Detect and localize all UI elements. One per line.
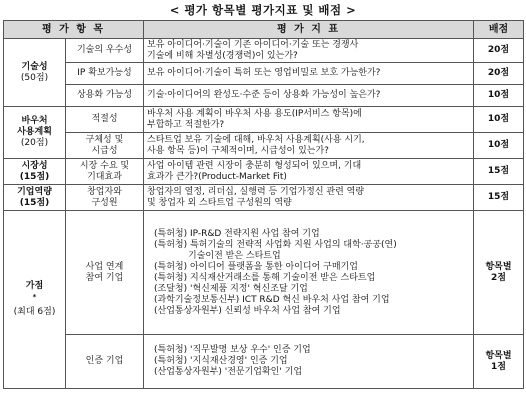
- subitem-line: 구성원: [91, 197, 118, 208]
- subitem-label: 기술의 우수성: [66, 39, 144, 63]
- table-row: [4, 39, 524, 63]
- score-value: 20점: [474, 63, 524, 85]
- subitem-line: 창업자와: [87, 186, 122, 197]
- indicator-line: 기술에 비해 차별성(경쟁력)이 있는가?: [147, 50, 298, 61]
- list-item: 기술이전 받은 스타트업: [188, 250, 281, 261]
- subitem-label: 적절성: [66, 107, 144, 133]
- header-row: [4, 21, 524, 39]
- category-bonus: [4, 211, 66, 389]
- category-name: 기업역량: [17, 186, 52, 197]
- subitem-line: 기대효과: [87, 171, 122, 182]
- score-line: 항목별: [485, 261, 512, 272]
- list-item: (조달청) '혁신제품 지정' 혁신조달 기업: [154, 283, 308, 294]
- indicator-line: 보유 아이디어·기술이 기존 아이디어·기술 또는 경쟁사: [147, 39, 359, 50]
- subitem-line: 시장 수요 및: [79, 160, 130, 171]
- table-row: [4, 133, 524, 159]
- header-indicator: 평 가 지 표: [144, 21, 474, 39]
- list-item: (특허청) '직무발명 보상 우수' 인증 기업: [154, 345, 311, 355]
- indicator-text: [144, 107, 474, 133]
- category-name: 기술성: [21, 61, 48, 72]
- category-points: (50점): [20, 72, 49, 83]
- table-row: [4, 85, 524, 107]
- score-value: 10점: [474, 85, 524, 107]
- subitem-line: 참여 기업: [85, 272, 124, 283]
- subitem-label: 인증 기업: [66, 335, 144, 389]
- indicator-text: [144, 159, 474, 185]
- list-item: (특허청) 특허기술의 전략적 사업화 지원 사업의 대학·공공(연): [154, 239, 397, 250]
- subitem-label: IP 확보가능성: [66, 63, 144, 85]
- score-value: 20점: [474, 39, 524, 63]
- score-line: 1점: [491, 361, 506, 372]
- list-item: (산업통상자원부) 신뢰성 바우처 사업 참여 기업: [154, 305, 341, 316]
- category-points: (최대 6점): [13, 307, 56, 317]
- category-capability: [4, 185, 66, 211]
- indicator-line: 스타트업 보유 기술에 대해, 바우처 사용계획(사용 시기,: [147, 134, 365, 145]
- indicator-line: 창업자의 열정, 리더십, 실행력 등 기업가정신 관련 역량: [147, 186, 365, 197]
- indicator-text: [144, 133, 474, 159]
- indicator-text: 기술·아이디어의 완성도·수준 등이 상용화 가능성이 높은가?: [144, 85, 474, 107]
- table-row: [4, 107, 524, 133]
- evaluation-table: [3, 20, 524, 389]
- indicator-line: 및 창업자 외 스타트업 구성원의 역량: [147, 197, 292, 208]
- list-item: (특허청) '지식재산경영' 인증 기업: [154, 356, 288, 366]
- score-value: 15점: [474, 185, 524, 211]
- category-market: [4, 159, 66, 185]
- table-row: [4, 159, 524, 185]
- table-row: [4, 335, 524, 389]
- subitem-line: 사업 연계: [85, 261, 124, 272]
- category-voucher: [4, 107, 66, 159]
- subitem-label: 상용화 가능성: [66, 85, 144, 107]
- bonus-label: 가점: [25, 281, 44, 291]
- indicator-list: [144, 335, 474, 389]
- score-value: [474, 335, 524, 389]
- category-tech: [4, 39, 66, 107]
- category-name: 바우처: [21, 116, 48, 126]
- subitem-label: [66, 211, 144, 335]
- indicator-line: 부합하고 적절한가?: [147, 119, 225, 130]
- score-value: 10점: [474, 133, 524, 159]
- category-name: [7, 281, 62, 307]
- list-item: (특허청) 아이디어 플랫폼을 통한 아이디어 구매기업: [154, 261, 358, 272]
- indicator-line: 효과가 큰가?(Product-Market Fit): [147, 171, 287, 182]
- footnote-marker: *: [32, 293, 37, 301]
- category-points: (20점): [20, 138, 49, 148]
- table-title: < 평가 항목별 평가지표 및 배점 >: [169, 3, 357, 17]
- header-score: 배점: [474, 21, 524, 39]
- category-points: (15점): [19, 171, 50, 182]
- indicator-line: 사용 항목 등)이 구체적이며, 시급성이 있는가?: [147, 145, 329, 156]
- subitem-line: 시급성: [91, 145, 118, 156]
- table-row: [4, 185, 524, 211]
- score-value: 10점: [474, 107, 524, 133]
- indicator-text: [144, 185, 474, 211]
- score-value: 15점: [474, 159, 524, 185]
- list-item: (과학기술정보통신부) ICT R&D 혁신 바우처 사업 참여 기업: [154, 294, 390, 305]
- score-value: [474, 211, 524, 335]
- header-category: 평 가 항 목: [4, 21, 144, 39]
- indicator-line: 바우처 사용 계획이 바우처 사용 용도(IP서비스 항목)에: [147, 108, 362, 119]
- score-line: 항목별: [485, 350, 512, 361]
- indicator-line: 사업 아이템 관련 시장이 충분히 형성되어 있으며, 기대: [147, 160, 362, 171]
- list-item: (산업통상자원부) '전문기업확인' 기업: [154, 367, 303, 377]
- indicator-text: [144, 39, 474, 63]
- subitem-label: [66, 159, 144, 185]
- indicator-text: 보유 아이디어·기술이 특허 또는 영업비밀로 보호 가능한가?: [144, 63, 474, 85]
- indicator-list: [144, 211, 474, 335]
- category-points: (15점): [19, 197, 50, 208]
- score-line: 2점: [491, 272, 506, 283]
- list-item: (특허청) IP-R&D 전략지원 사업 참여 기업: [154, 228, 320, 239]
- category-name: 사용계획: [17, 127, 52, 137]
- table-row: [4, 63, 524, 85]
- list-item: (특허청) 지식재산거래소를 통해 기술이전 받은 스타트업: [154, 272, 376, 283]
- table-row: [4, 211, 524, 335]
- category-name: 시장성: [21, 160, 48, 171]
- subitem-label: [66, 185, 144, 211]
- subitem-label: [66, 133, 144, 159]
- subitem-line: 구체성 및: [85, 134, 124, 145]
